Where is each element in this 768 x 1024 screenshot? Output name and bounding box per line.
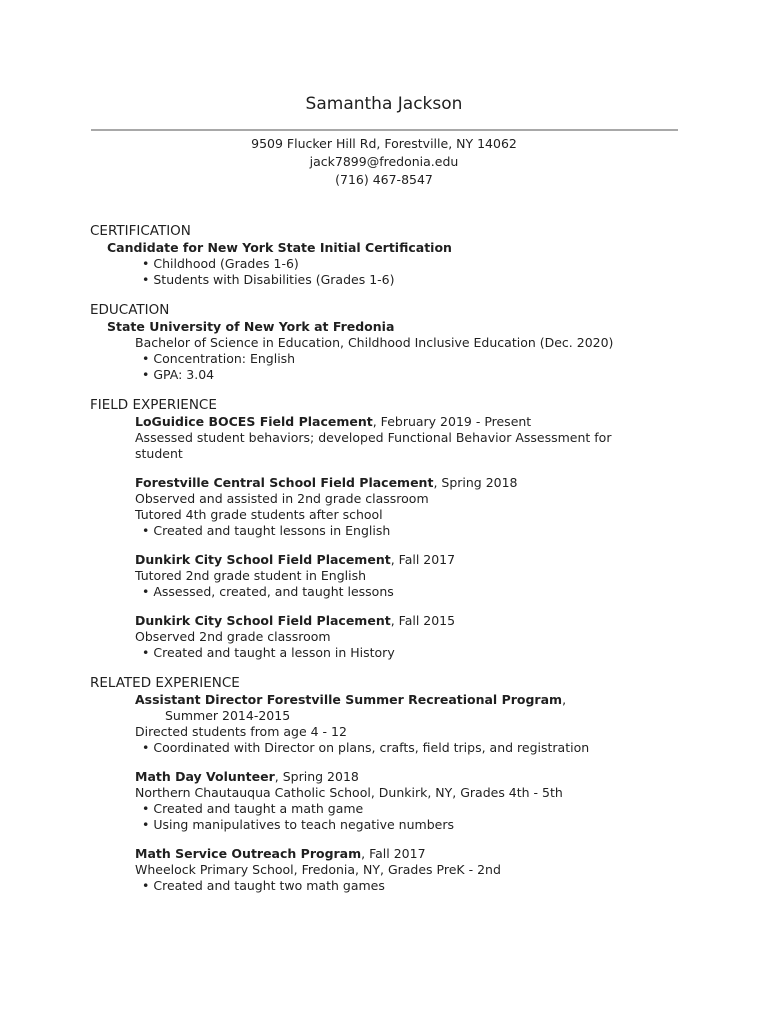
list-item: • Students with Disabilities (Grades 1-6)	[142, 272, 395, 287]
entry-title: Math Service Outreach Program	[135, 846, 362, 861]
list-item: • Using manipulatives to teach negative numbers	[142, 817, 454, 832]
list-item: • Created and taught two math games	[142, 878, 385, 893]
entry-title: Forestville Central School Field Placement	[135, 475, 434, 490]
entry-title-line	[90, 552, 690, 568]
entry-title: Dunkirk City School Field Placement	[135, 613, 391, 628]
school-name: State University of New York at Fredonia	[107, 319, 395, 334]
entry-title-line	[90, 692, 690, 708]
entry-title-line	[90, 475, 690, 491]
resume-body	[90, 222, 690, 894]
list-item: • Assessed, created, and taught lessons	[142, 584, 394, 599]
list-item: • Created and taught a math game	[142, 801, 364, 816]
experience-entry	[90, 692, 690, 756]
entry-date: , Fall 2017	[390, 552, 456, 567]
degree: Bachelor of Science in Education, Childhood Inclusive Education (Dec. 2020)	[135, 335, 614, 350]
contact-block	[0, 135, 768, 189]
entry-line: Observed and assisted in 2nd grade classroom	[135, 491, 429, 506]
entry-date: , Fall 2017	[361, 846, 426, 861]
entry-date: , Spring 2018	[433, 475, 518, 490]
header-divider	[91, 129, 678, 131]
experience-entry	[90, 475, 690, 539]
email[interactable]: jack7899@fredonia.edu	[309, 154, 459, 169]
phone: (716) 467-8547	[335, 172, 433, 187]
certification-heading: Candidate for New York State Initial Certification	[107, 240, 452, 255]
entry-title-line	[90, 414, 690, 430]
experience-entry	[90, 769, 690, 833]
list-item: • GPA: 3.04	[142, 367, 215, 382]
section-title: RELATED EXPERIENCE	[90, 675, 240, 691]
entry-title: LoGuidice BOCES Field Placement	[135, 414, 373, 429]
experience-entry	[90, 846, 690, 894]
entry-title-line	[90, 846, 690, 862]
entry-line: Observed 2nd grade classroom	[135, 629, 331, 644]
entry-title: Math Day Volunteer	[135, 769, 275, 784]
entry-title-line	[90, 613, 690, 629]
list-item: • Created and taught a lesson in History	[142, 645, 395, 660]
experience-entry	[90, 414, 690, 462]
entry-line: Wheelock Primary School, Fredonia, NY, Grades PreK - 2nd	[135, 862, 501, 877]
related-experience-section	[90, 674, 690, 894]
certification-section	[90, 222, 690, 288]
entry-title: Assistant Director Forestville Summer Recreational Program	[135, 692, 563, 707]
list-item: • Coordinated with Director on plans, crafts, field trips, and registration	[142, 740, 590, 755]
entry-title: Dunkirk City School Field Placement	[135, 552, 391, 567]
entry-line: Tutored 4th grade students after school	[135, 507, 383, 522]
entry-line: Directed students from age 4 - 12	[135, 724, 347, 739]
section-title: EDUCATION	[90, 302, 170, 318]
list-item: • Concentration: English	[142, 351, 296, 366]
experience-entry	[90, 613, 690, 661]
entry-date: , Fall 2015	[390, 613, 456, 628]
entry-line: Northern Chautauqua Catholic School, Dunkirk, NY, Grades 4th - 5th	[135, 785, 563, 800]
entry-date: , Spring 2018	[274, 769, 359, 784]
list-item: • Created and taught lessons in English	[142, 523, 391, 538]
section-title: FIELD EXPERIENCE	[90, 397, 217, 413]
education-section	[90, 301, 690, 383]
section-title: CERTIFICATION	[90, 223, 191, 239]
list-item: • Childhood (Grades 1-6)	[142, 256, 299, 271]
entry-title-line	[90, 769, 690, 785]
field-experience-section	[90, 396, 690, 661]
entry-line: Tutored 2nd grade student in English	[135, 568, 367, 583]
entry-date-continued: Summer 2014-2015	[165, 708, 291, 723]
entry-description: Assessed student behaviors; developed Functional Behavior Assessment for student	[135, 430, 612, 461]
entry-date: ,	[562, 692, 567, 707]
entry-date: , February 2019 - Present	[372, 414, 532, 429]
experience-entry	[90, 552, 690, 600]
address: 9509 Flucker Hill Rd, Forestville, NY 14062	[251, 136, 517, 151]
applicant-name: Samantha Jackson	[305, 94, 463, 114]
